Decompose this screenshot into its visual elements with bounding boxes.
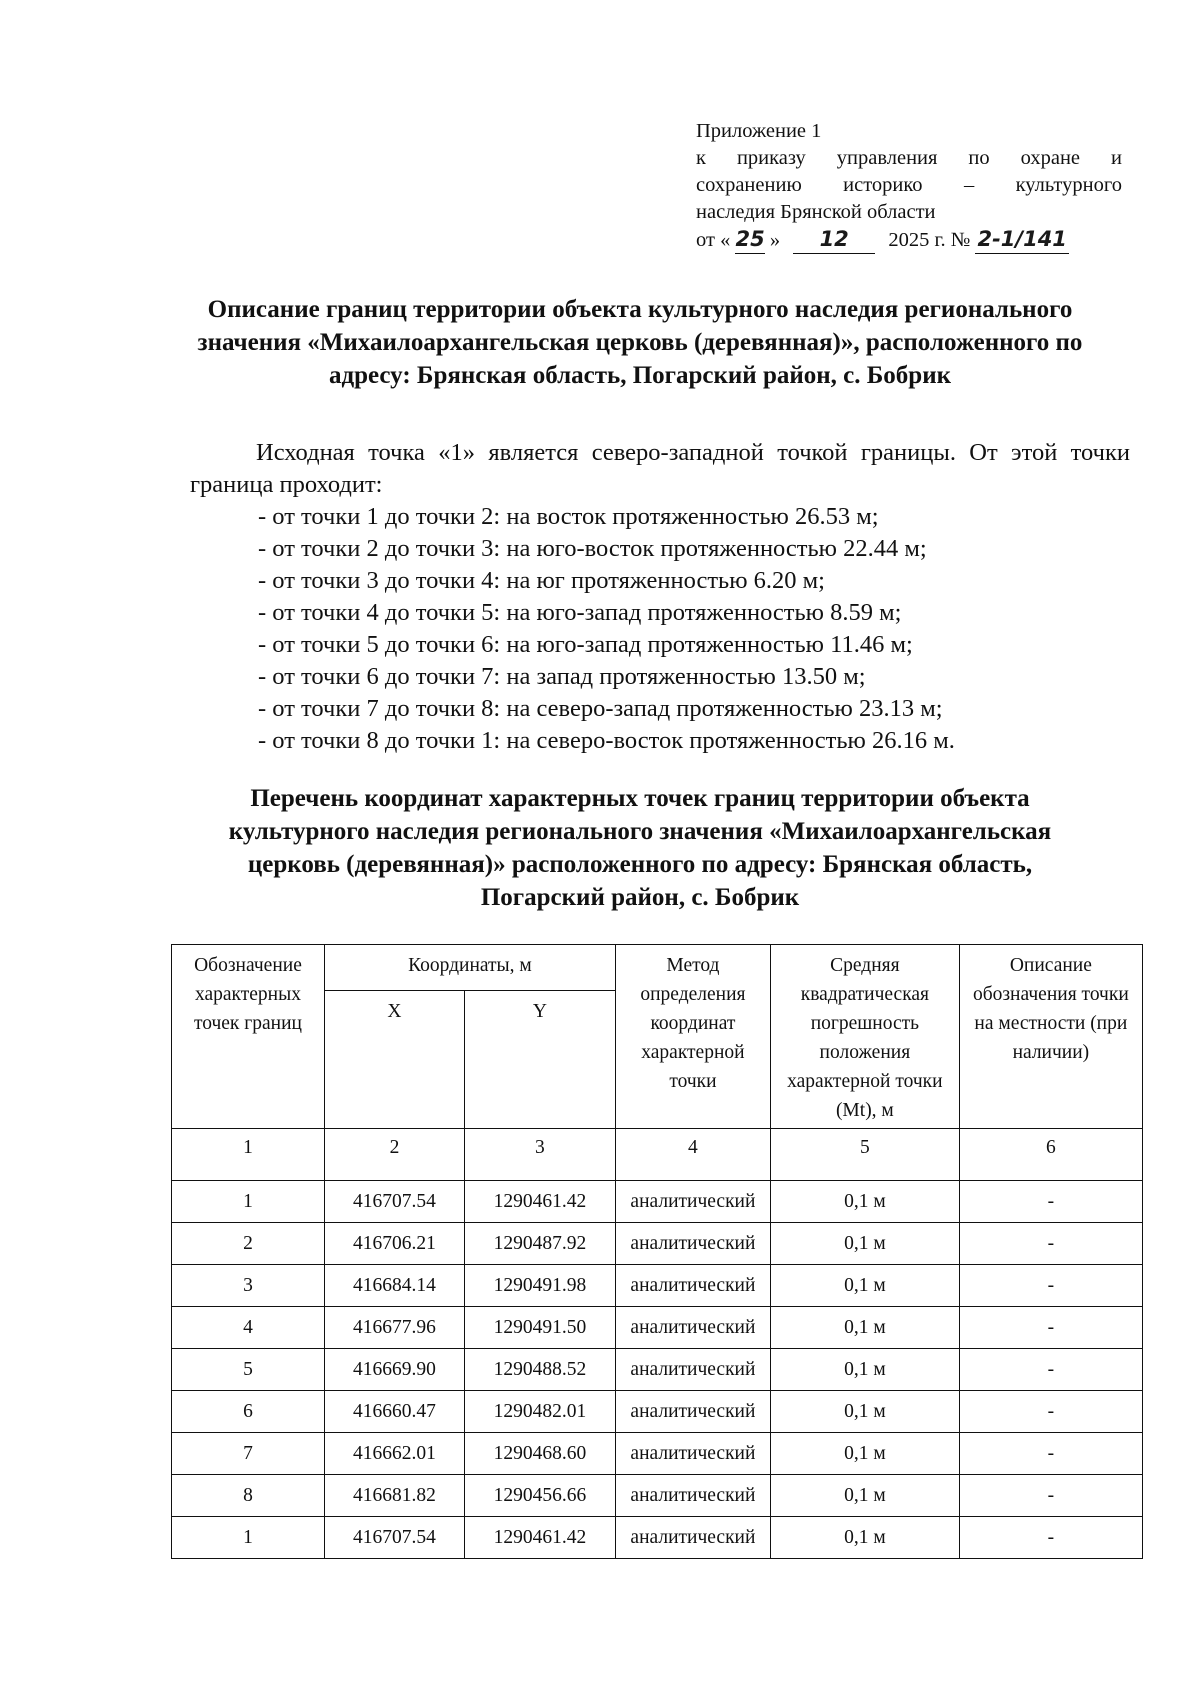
cell-error: 0,1 м [771, 1181, 960, 1223]
column-number: 5 [771, 1129, 960, 1181]
cell-point: 1 [172, 1517, 325, 1559]
column-number: 4 [615, 1129, 770, 1181]
appendix-title: Приложение 1 [696, 120, 822, 142]
date-month: 12 [793, 226, 875, 254]
cell-point: 3 [172, 1265, 325, 1307]
list-item: - от точки 6 до точки 7: на запад протяженностью 13.50 м; [258, 663, 866, 690]
column-number: 3 [464, 1129, 615, 1181]
date-prefix: от « [696, 229, 731, 251]
intro-paragraph: Исходная точка «1» является северо-западной точкой границы. От этой точки граница проходит: [190, 439, 1130, 498]
section-2-title: Перечень координат характерных точек границ территории объекта культурного наследия регионального значения «Михаилоархангельская церковь (деревянная)» расположенного по адресу: Брянская область, Погарский район, с. Бобрик [228, 785, 1052, 911]
cell-description: - [959, 1391, 1142, 1433]
cell-point: 5 [172, 1349, 325, 1391]
section-1-title: Описание границ территории объекта культурного наследия регионального значения «Михаилоархангельская церковь (деревянная)», расположенного по адресу: Брянская область, Погарский район, с. Бобрик [197, 296, 1083, 389]
cell-description: - [959, 1223, 1142, 1265]
cell-point: 1 [172, 1181, 325, 1223]
column-number: 2 [324, 1129, 464, 1181]
header-y: Y [464, 991, 615, 1129]
table-row [172, 1391, 1143, 1433]
cell-x: 416660.47 [324, 1391, 464, 1433]
table-row [172, 1517, 1143, 1559]
cell-y: 1290468.60 [464, 1433, 615, 1475]
cell-description: - [959, 1433, 1142, 1475]
table-row [172, 1433, 1143, 1475]
table-body [172, 1181, 1143, 1559]
cell-error: 0,1 м [771, 1307, 960, 1349]
list-item: - от точки 4 до точки 5: на юго-запад протяженностью 8.59 м; [258, 599, 902, 626]
order-date-line [696, 226, 1122, 254]
cell-point: 2 [172, 1223, 325, 1265]
cell-x: 416707.54 [324, 1517, 464, 1559]
segment-list [190, 501, 1130, 757]
cell-point: 4 [172, 1307, 325, 1349]
boundary-description [190, 437, 1130, 757]
list-item: - от точки 5 до точки 6: на юго-запад протяженностью 11.46 м; [258, 631, 913, 658]
list-item: - от точки 1 до точки 2: на восток протяженностью 26.53 м; [258, 503, 879, 530]
cell-x: 416662.01 [324, 1433, 464, 1475]
cell-error: 0,1 м [771, 1223, 960, 1265]
cell-x: 416669.90 [324, 1349, 464, 1391]
header-row [172, 945, 1143, 991]
cell-description: - [959, 1307, 1142, 1349]
cell-description: - [959, 1181, 1142, 1223]
cell-y: 1290456.66 [464, 1475, 615, 1517]
header-method: Метод определения координат характерной точки [615, 945, 770, 1129]
cell-y: 1290491.50 [464, 1307, 615, 1349]
table-row [172, 1223, 1143, 1265]
cell-error: 0,1 м [771, 1475, 960, 1517]
appendix-line-2: сохранению историко – культурного [696, 174, 1122, 196]
appendix-line-3: наследия Брянской области [696, 201, 936, 223]
list-item: - от точки 2 до точки 3: на юго-восток протяженностью 22.44 м; [258, 535, 927, 562]
cell-y: 1290461.42 [464, 1181, 615, 1223]
cell-method: аналитический [615, 1475, 770, 1517]
table-row [172, 1475, 1143, 1517]
cell-method: аналитический [615, 1307, 770, 1349]
cell-description: - [959, 1265, 1142, 1307]
cell-x: 416684.14 [324, 1265, 464, 1307]
list-item: - от точки 3 до точки 4: на юг протяженностью 6.20 м; [258, 567, 825, 594]
appendix-header [696, 118, 1122, 254]
table-row [172, 1349, 1143, 1391]
header-designation: Обозначение характерных точек границ [172, 945, 325, 1129]
cell-point: 8 [172, 1475, 325, 1517]
table-row [172, 1181, 1143, 1223]
header-description: Описание обозначения точки на местности (при наличии) [959, 945, 1142, 1129]
table-row [172, 1307, 1143, 1349]
cell-method: аналитический [615, 1433, 770, 1475]
cell-y: 1290482.01 [464, 1391, 615, 1433]
cell-x: 416677.96 [324, 1307, 464, 1349]
header-x: X [324, 991, 464, 1129]
list-item: - от точки 7 до точки 8: на северо-запад протяженностью 23.13 м; [258, 695, 943, 722]
appendix-line-1: к приказу управления по охране и [696, 147, 1122, 169]
coordinates-table [171, 944, 1143, 1559]
date-year: 2025 г. № [888, 229, 971, 251]
header-error: Средняя квадратическая погрешность положения характерной точки (Mt), м [771, 945, 960, 1129]
cell-description: - [959, 1349, 1142, 1391]
cell-method: аналитический [615, 1517, 770, 1559]
cell-method: аналитический [615, 1349, 770, 1391]
cell-error: 0,1 м [771, 1391, 960, 1433]
column-number: 6 [959, 1129, 1142, 1181]
cell-x: 416706.21 [324, 1223, 464, 1265]
date-day: 25 [735, 226, 764, 254]
cell-description: - [959, 1517, 1142, 1559]
cell-point: 7 [172, 1433, 325, 1475]
cell-description: - [959, 1475, 1142, 1517]
cell-point: 6 [172, 1391, 325, 1433]
cell-method: аналитический [615, 1223, 770, 1265]
column-number: 1 [172, 1129, 325, 1181]
cell-error: 0,1 м [771, 1349, 960, 1391]
header-coordinates: Координаты, м [324, 945, 615, 991]
cell-method: аналитический [615, 1391, 770, 1433]
cell-error: 0,1 м [771, 1433, 960, 1475]
cell-y: 1290488.52 [464, 1349, 615, 1391]
cell-y: 1290487.92 [464, 1223, 615, 1265]
list-item: - от точки 8 до точки 1: на северо-восток протяженностью 26.16 м. [258, 727, 955, 754]
cell-method: аналитический [615, 1265, 770, 1307]
cell-x: 416707.54 [324, 1181, 464, 1223]
date-mid: » [769, 229, 781, 251]
table-row [172, 1265, 1143, 1307]
cell-y: 1290461.42 [464, 1517, 615, 1559]
order-number: 2-1/141 [975, 226, 1068, 254]
cell-y: 1290491.98 [464, 1265, 615, 1307]
cell-error: 0,1 м [771, 1265, 960, 1307]
cell-x: 416681.82 [324, 1475, 464, 1517]
cell-error: 0,1 м [771, 1517, 960, 1559]
cell-method: аналитический [615, 1181, 770, 1223]
column-number-row [172, 1129, 1143, 1181]
